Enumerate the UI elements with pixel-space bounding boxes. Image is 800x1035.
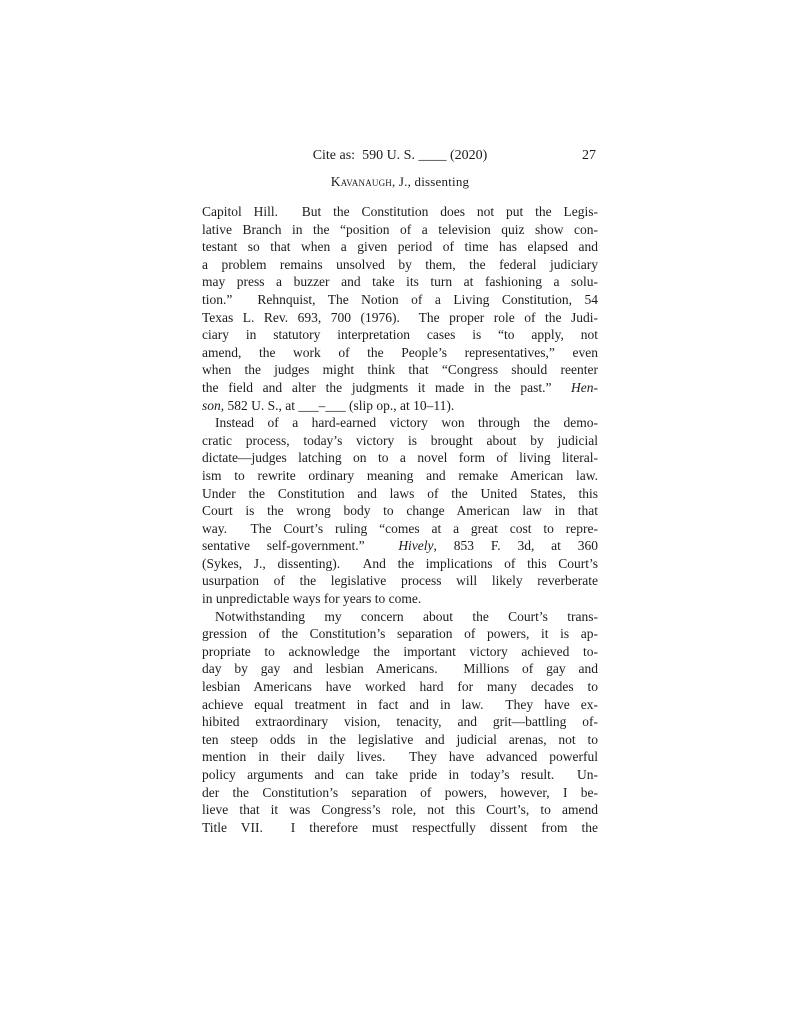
text-line: Notwithstanding my concern about the Court’s trans- bbox=[215, 608, 598, 624]
text-line: Capitol Hill. But the Constitution does not put the Legis- bbox=[202, 204, 598, 219]
text-line: tion.” Rehnquist, The Notion of a Living Constitution, 54 bbox=[202, 291, 598, 307]
text-line: hibited extraordinary vision, tenacity, and grit—battling of- bbox=[202, 714, 598, 730]
text-line: lesbian Americans have worked hard for many decades to bbox=[202, 679, 598, 695]
text-line: mention in their daily lives. They have advanced powerful bbox=[202, 749, 598, 765]
text-line: ten steep odds in the legislative and judicial arenas, not to bbox=[202, 731, 598, 747]
paragraph bbox=[202, 414, 598, 608]
text-line: (Sykes, J., dissenting). And the implications of this Court’s bbox=[202, 555, 598, 571]
text-line: ciary in statutory interpretation cases is “to apply, not bbox=[202, 327, 598, 343]
text-line: achieve equal treatment in fact and in law. They have ex- bbox=[202, 696, 598, 712]
opinion-body bbox=[202, 203, 598, 836]
text-line: in unpredictable ways for years to come. bbox=[202, 591, 422, 607]
text-line: Instead of a hard-earned victory won through the demo- bbox=[215, 415, 598, 431]
text-line: testant so that when a given period of time has elapsed and bbox=[202, 239, 598, 255]
text-line: amend, the work of the People’s representatives,” even bbox=[202, 344, 598, 360]
page-number: 27 bbox=[582, 148, 596, 163]
text-line: usurpation of the legislative process will likely reverberate bbox=[202, 573, 598, 589]
text-line: der the Constitution’s separation of powers, however, I be- bbox=[202, 784, 598, 800]
text-line: when the judges might think that “Congress should reenter bbox=[202, 362, 598, 378]
text-line: propriate to acknowledge the important victory achieved to- bbox=[202, 643, 598, 659]
text-line: ism to rewrite ordinary meaning and remake American law. bbox=[202, 467, 598, 483]
justice-name: Kavanaugh bbox=[330, 174, 392, 189]
paragraph bbox=[202, 203, 598, 414]
text-line: day by gay and lesbian Americans. Millions of gay and bbox=[202, 661, 598, 677]
text-line: way. The Court’s ruling “comes at a great cost to repre- bbox=[202, 520, 598, 536]
text-line: dictate—judges latching on to a novel form of living literal- bbox=[202, 450, 598, 466]
attribution-line bbox=[202, 174, 598, 190]
text-line: son, 582 U. S., at ___–___ (slip op., at 10–11). bbox=[202, 397, 455, 413]
text-line: cratic process, today’s victory is brought about by judicial bbox=[202, 432, 598, 448]
text-line: lieve that it was Congress’s role, not this Court’s, to amend bbox=[202, 802, 598, 818]
text-line: may press a buzzer and take its turn at fashioning a solu- bbox=[202, 274, 598, 290]
text-line: lative Branch in the “position of a television quiz show con- bbox=[202, 221, 598, 237]
text-line: Texas L. Rev. 693, 700 (1976). The proper role of the Judi- bbox=[202, 309, 598, 325]
running-head bbox=[202, 147, 598, 165]
text-line: Title VII. I therefore must respectfully dissent from the bbox=[202, 819, 598, 835]
text-line: sentative self-government.” Hively, 853 F. 3d, at 360 bbox=[202, 538, 598, 554]
citation-line: Cite as: 590 U. S. ____ (2020) bbox=[312, 148, 488, 163]
attribution-suffix: , J., dissenting bbox=[392, 174, 470, 189]
paragraph bbox=[202, 608, 598, 837]
text-line: policy arguments and can take pride in today’s result. Un- bbox=[202, 767, 598, 782]
text-line: Under the Constitution and laws of the United States, this bbox=[202, 485, 598, 501]
text-line: a problem remains unsolved by them, the federal judiciary bbox=[202, 256, 598, 272]
text-line: gression of the Constitution’s separation of powers, it is ap- bbox=[202, 626, 598, 642]
text-line: the field and alter the judgments it made in the past.” Hen- bbox=[202, 379, 598, 395]
text-line: Court is the wrong body to change American law in that bbox=[202, 503, 598, 519]
